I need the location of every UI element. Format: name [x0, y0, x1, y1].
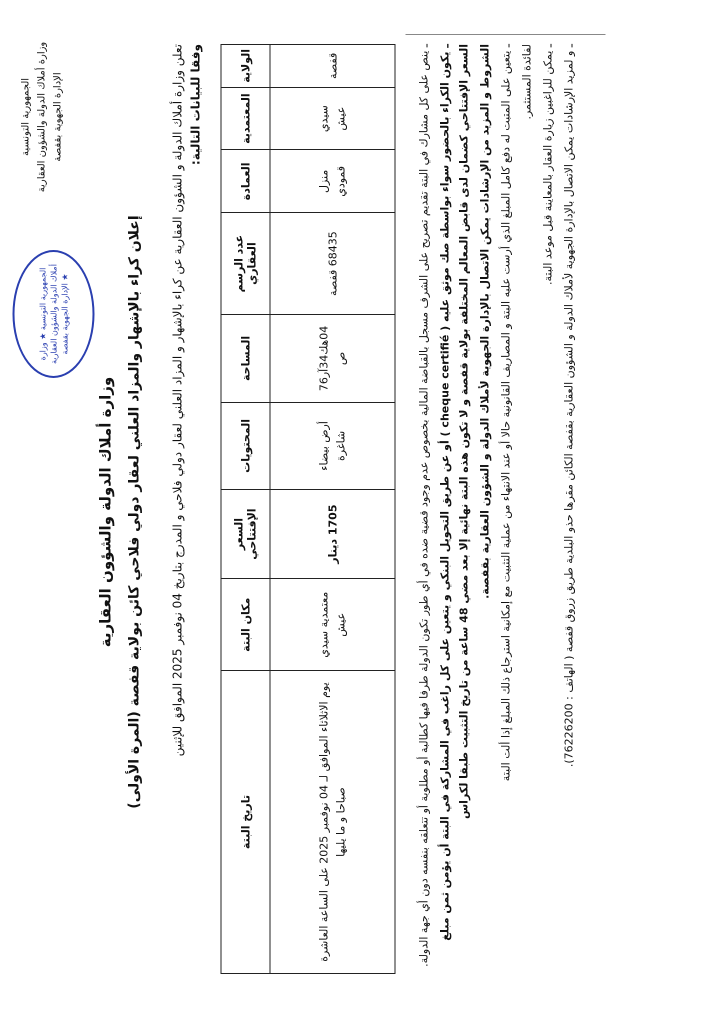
col-header-land-title: عدد الرسم العقاري	[221, 213, 270, 315]
col-header-opening-price: السعر الإفتتاحي	[221, 489, 270, 579]
intro-paragraph	[168, 44, 204, 980]
header-line-region: الإدارة الجهوية بقفصة	[52, 72, 63, 162]
margin-line	[405, 34, 605, 35]
cell-auction-date: يوم الاثلاثاء الموافق لـ 04 نوفمبر 2025 على الساعة العاشرة صباحا و ما يليها	[270, 671, 395, 974]
official-stamp	[12, 250, 94, 378]
list-item: ـ يمكن للراغبين زيارة العقار بالمعاينة قبل موعد البتة.	[541, 44, 554, 286]
table-header-row	[221, 45, 270, 974]
announcement-subtitle: إعلان كراء بالإشهار والمزاد العلني لعقار دولي فلاحي كائن بولاية قفصة (المرة الأولى)	[126, 215, 142, 809]
col-header-auction-place: مكان البتة	[221, 579, 270, 671]
col-header-sector: العمادة	[221, 150, 270, 213]
col-header-delegation: المعتمدية	[221, 87, 270, 150]
col-header-governorate: الولاية	[221, 45, 270, 88]
list-item: الشروط و المزيد من الإرشادات يمكن الاتصال بالإدارة الجهوية لأملاك الدولة و الشؤون العقارية بقفصة.	[478, 44, 491, 599]
cell-contents: أرض بيضاء شاغرة	[270, 402, 395, 489]
list-item: ـ يتعين على المتبت له دفع كامل المبلغ الذي أرست عليه البتة و المصاريف القانونية حالا أو عند الانتهاء من عملية التثبيت مع إمكانية استرجاع ذلك المبلغ إذا ألت البتة	[499, 44, 512, 782]
table-row	[270, 45, 395, 974]
property-table	[220, 44, 395, 974]
intro-line-1: تعلن وزارة أملاك الدولة و الشؤون العقارية عن كراء بالإشهار و المزاد العلني لعقار دولي فلاحي و المدرج بتاريخ 04 نوفمبر 2025 الموافق للإثنين	[170, 44, 184, 757]
header-line-ministry: وزارة أملاك الدولة والشؤون العقارية	[36, 41, 47, 193]
stamp-text: الجمهورية التونسية ★ وزارة أملاك الدولة والشؤون العقارية ★ الإدارة الجهوية بقفصة	[37, 264, 69, 364]
ministry-header	[18, 22, 66, 212]
col-header-area: المساحة	[221, 314, 270, 402]
cell-delegation: سيدي عيش	[270, 87, 395, 150]
header-line-republic: الجمهورية التونسية	[20, 77, 31, 157]
cell-land-title: 68435 قفصة	[270, 213, 395, 315]
intro-line-2: وفقا للبيانات التالية:	[188, 44, 202, 166]
cell-opening-price: 1705 دينار	[270, 489, 395, 579]
list-item: ـ و لمزيد الإرشادات يمكن الاتصال بالإدارة الجهوية لأملاك الدولة و الشؤون العقارية بقفصة الكائن مقرها حذو البلدية طريق زروق قفصة ( الهاتف : 76226200).	[562, 44, 575, 768]
cell-area: 04هك34آر76 ص	[270, 314, 395, 402]
list-item: ـ يكون الكراء بالحضور سواء بواسطة صك موثق عليه ( cheque certifié ) أو عن طريق التحويل البنكي و يتعين على كل راغب في المشاركة في البتة أن يؤمن ثمن مبلغ السعر الإفتتاحي كضمان لدى قابض المعالم المختلفة بولاية قفصة و لا تكون هذه البتة نهائية إلا بعد مضي 48 ساعة من تاريخ التثبيت طبقا لكراس	[438, 44, 470, 941]
cell-auction-place: معتمدية سيدي عيش	[270, 579, 395, 671]
cell-sector: منزل قمودي	[270, 150, 395, 213]
col-header-contents: المحتويات	[221, 402, 270, 489]
list-item: لفائدة المستثمر.	[520, 44, 533, 120]
col-header-auction-date: تاريخ البتة	[221, 671, 270, 974]
list-item: ـ ينص على كل مشارك في البتة تقديم تصريح على الشرف مسجل بالقباضة المالية بخصوص عدم وجود قضية ضده في أي طور تكون الدولة طرفا فيها كطالبة أو مطلوبة أو تتعلقه بنفسه دون أي جهة الدولة.	[417, 44, 430, 967]
announcement-title: وزارة أملاك الدولة والشؤون العقارية	[96, 376, 114, 648]
conditions-list	[414, 44, 580, 974]
cell-governorate: قفصة	[270, 45, 395, 88]
